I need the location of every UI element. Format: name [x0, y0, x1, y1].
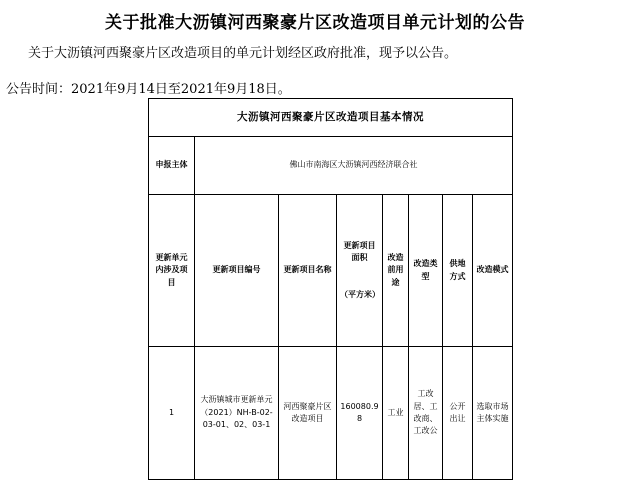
header-area-unit: （平方米） — [340, 289, 380, 299]
project-info-table — [148, 98, 513, 480]
row-type: 工改居、工改商、工改公 — [409, 347, 443, 480]
row-pre-use: 工业 — [383, 347, 409, 480]
header-pre-use: 改造前用途 — [383, 195, 409, 347]
row-index: 1 — [149, 347, 195, 480]
applicant-value: 佛山市南海区大沥镇河西经济联合社 — [195, 137, 513, 195]
header-unit: 更新单元内涉及项目 — [149, 195, 195, 347]
row-name: 河西聚豪片区改造项目 — [279, 347, 337, 480]
announcement-period: 公告时间：2021年9月14日至2021年9月18日。 — [6, 82, 291, 97]
applicant-label: 申报主体 — [149, 137, 195, 195]
page-title: 关于批准大沥镇河西聚豪片区改造项目单元计划的公告 — [105, 13, 525, 33]
table-title: 大沥镇河西聚豪片区改造项目基本情况 — [149, 99, 513, 137]
row-area: 160080.98 — [337, 347, 383, 480]
header-type: 改造类型 — [409, 195, 443, 347]
intro-paragraph: 关于大沥镇河西聚豪片区改造项目的单元计划经区政府批准，现予以公告。 — [28, 46, 458, 61]
row-code: 大沥镇城市更新单元（2021）NH-B-02-03-01、02、03-1 — [195, 347, 279, 480]
header-mode: 改造模式 — [473, 195, 513, 347]
header-supply: 供地方式 — [443, 195, 473, 347]
header-area-label: 更新项目面积 — [343, 240, 376, 263]
header-area — [337, 195, 383, 347]
row-supply: 公开出让 — [443, 347, 473, 480]
header-name: 更新项目名称 — [279, 195, 337, 347]
row-mode: 选取市场主体实施 — [473, 347, 513, 480]
header-code: 更新项目编号 — [195, 195, 279, 347]
